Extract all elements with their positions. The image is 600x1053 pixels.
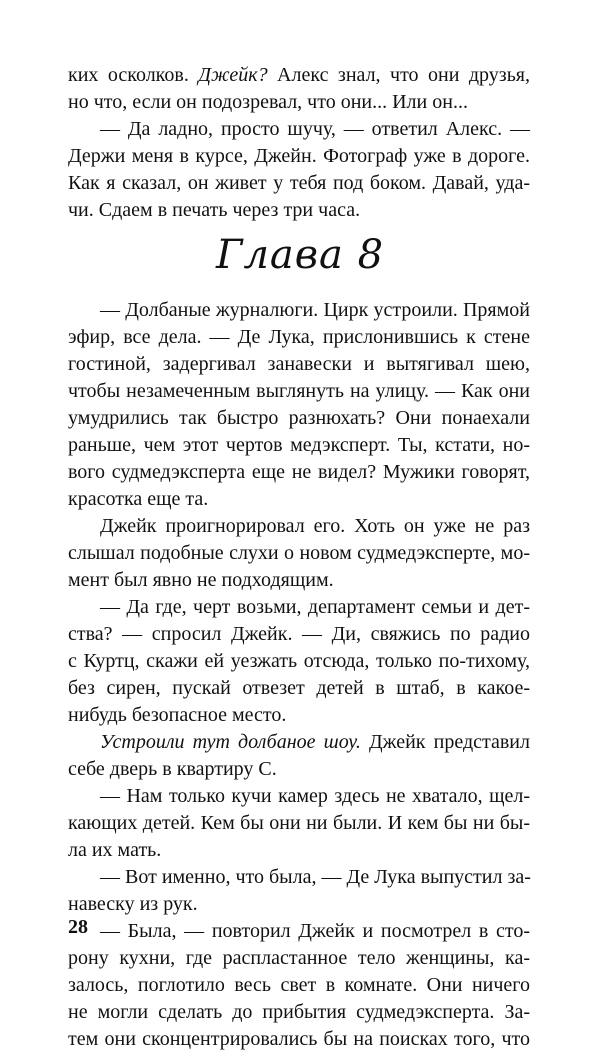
text-span: умудрились так быстро разнюхать? Они понаехали [68,407,530,429]
text-span: Держи меня в курсе, Джейн. Фотограф уже в дороге. [68,145,530,167]
text-span: без сирен, пускай отвезет детей в штаб, в какое- [68,677,530,699]
text-span: мент был явно не подходящим. [68,569,334,591]
text-line [68,143,530,170]
text-span: — Вот именно, что была, — Де Лука выпустил за- [100,866,531,888]
text-span: с Куртц, скажи ей уезжать отсюда, только по-тихому, [68,650,530,672]
text-line [68,837,530,864]
text-span: Как я сказал, он живет у тебя под боком. Давай, уда- [68,172,530,194]
text-line [68,999,530,1026]
text-line [68,567,530,594]
text-line [68,810,530,837]
text-line [68,918,530,945]
text-line [68,324,530,351]
text-line [68,405,530,432]
text-line [68,378,530,405]
text-span: слышал подобные слухи о новом судмедэксперте, мо- [68,542,530,564]
text-span: себе дверь в квартиру С. [68,758,277,780]
text-span: Алекс знал, что они друзья, [267,64,531,86]
text-line [68,648,530,675]
text-line [68,540,530,567]
text-span: но что, если он подозревал, что они... Или он... [68,91,468,113]
text-span: красотка еще та. [68,488,209,510]
chapter-title: Глава 8 [215,232,385,278]
text-span: ла их мать. [68,839,162,861]
text-line [68,297,530,324]
text-span: чи. Сдаем в печать через три часа. [68,199,361,221]
text-line [68,945,530,972]
text-span: тем они сконцентрировались бы на поисках того, что [68,1028,530,1050]
text-span: вого судмедэксперта еще не видел? Мужики говорят, [68,461,530,483]
text-span: — Да ладно, просто шучу, — ответил Алекс. — [100,118,530,140]
text-span: навеску из рук. [68,893,198,915]
text-line [68,170,530,197]
text-line [68,1026,530,1053]
text-line [68,351,530,378]
text-span: гостиной, задергивал занавески и вытягивал шею, [68,353,530,375]
text-line [68,89,530,116]
text-line [68,675,530,702]
italic-text-span: Устроили тут долбаное шоу. [100,731,361,753]
text-line [68,864,530,891]
text-line [68,486,530,513]
text-line [68,432,530,459]
italic-text-span: Джейк? [198,64,268,86]
text-line [68,594,530,621]
text-span: кающих детей. Кем бы они ни были. И кем бы ни бы- [68,812,530,834]
text-span: рону кухни, где распластанное тело женщины, ка- [68,947,530,969]
text-span: нибудь безопасное место. [68,704,287,726]
text-span: — Нам только кучи камер здесь не хватало, щел- [100,785,530,807]
text-span: не могли сделать до прибытия судмедэксперта. За- [68,1001,530,1023]
text-line [68,62,530,89]
chapter-8-body-text [68,297,530,1053]
chapter-7-ending-text [68,62,530,224]
text-line [68,783,530,810]
text-span: Джейк представил [360,731,530,753]
text-span: Джейк проигнорировал его. Хоть он уже не раз [100,515,530,537]
text-span: раньше, чем этот чертов медэксперт. Ты, кстати, но- [68,434,530,456]
text-span: — Долбаные журналюги. Цирк устроили. Прямой [100,299,530,321]
text-line [68,891,530,918]
text-span: чтобы незамеченным выглянуть на улицу. — Как они [68,380,530,402]
text-line [68,972,530,999]
text-line [68,459,530,486]
text-span: — Была, — повторил Джейк и посмотрел в сто- [100,920,530,942]
page-number: 28 [68,916,88,938]
text-line [68,621,530,648]
text-line [68,197,530,224]
text-span: ства? — спросил Джейк. — Ди, свяжись по радио [68,623,530,645]
text-line [68,702,530,729]
text-line [68,756,530,783]
text-span: ких осколков. [68,64,199,86]
text-span: залось, поглотило весь свет в комнате. Они ничего [68,974,530,996]
text-span: эфир, все дела. — Де Лука, прислонившись к стене [68,326,530,348]
text-line [68,729,530,756]
text-span: — Да где, черт возьми, департамент семьи и дет- [100,596,530,618]
text-line [68,513,530,540]
text-line [68,116,530,143]
